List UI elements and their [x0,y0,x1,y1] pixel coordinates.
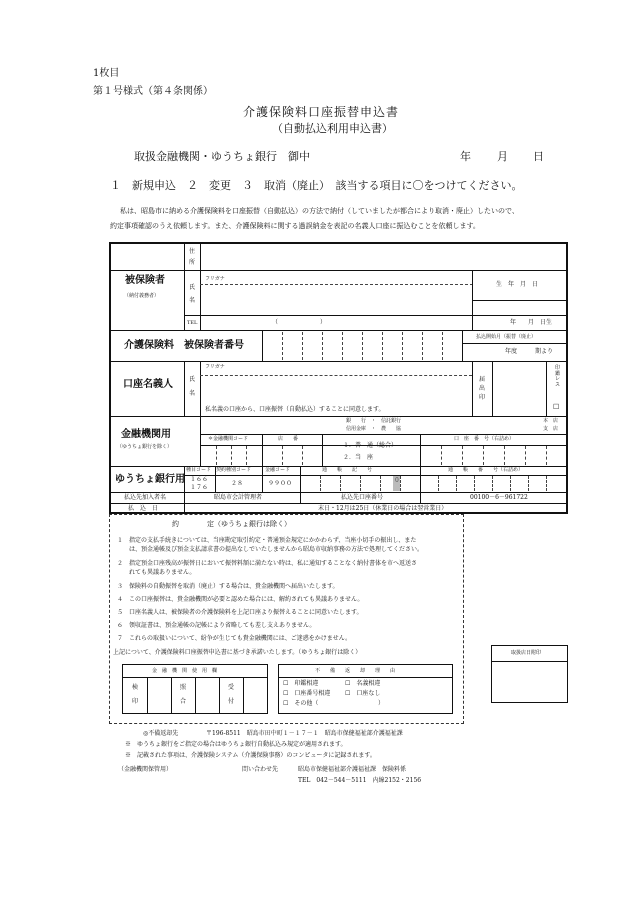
account-holder-label: 口座名義人 [123,379,173,390]
return-label: ◎不備返却先 [143,730,179,737]
yucho-kigo-field[interactable] [301,476,419,491]
date-month: 月 [497,150,508,163]
term-7: ７ これらの取扱いについて、紛争が生じても貴金融機関には、ご迷惑をかけません。 [117,635,352,642]
intro-line-1: 私は、昭島市に納める介護保険料を口座振替（自動払込）の方法で納付（していましたが都合により取消・廃止）したいので、 [120,207,519,215]
terms-heading: 約 定（ゆうちょ銀行は除く） [172,520,291,528]
yucho-mark-value: 0 [395,477,399,484]
store-number-label: 店 番 [278,436,299,442]
page-subtitle: （自動払込利用申込書） [272,122,393,135]
tel-field[interactable] [201,316,471,329]
note-1: ※ ゆうちょ銀行をご指定の場合はゆうちょ銀行自動払込み規定が適用されます。 [125,741,347,748]
honten-label: 本 店 [543,418,559,424]
sheet-count: 1枚目 [93,68,120,79]
holder-furigana-label: フリガナ [205,364,225,370]
defect-reason-1[interactable]: ☐ 印鑑相違 [283,680,319,687]
defect-reason-2[interactable]: ☐ 口座番号相違 [283,690,331,697]
account-number-label: 口 座 番 号（右詰め） [454,436,515,442]
defect-reason-4[interactable]: ☐ 名義相違 [345,680,381,687]
bank-types-1: 銀 行 ・ 信託銀行 [346,418,402,424]
uke-label-2: 付 [228,698,235,705]
note-2: ※ 記載された事項は、介護保険システム（介護保険事務）のコンピュータに記録されます。 [125,752,376,759]
ken-stamp-field[interactable] [148,678,170,713]
holder-name-label-1: 氏 [189,376,196,383]
term-2a: ２ 指定預金口座残高が振替日において振替料額に満たない時は、私に通知することなく納付書体を市へ返送さ [117,560,418,567]
yucho-col-bango: 通 帳 番 号（右詰め） [448,467,524,473]
uke-label-1: 受 [228,684,235,691]
payment-date-value: 末日・12月は25日（休業日の場合は翌営業日） [318,505,448,512]
sho-label-1: 照 [180,684,187,691]
address-label-1: 住 [189,248,196,255]
store-number-field[interactable] [263,446,321,465]
yucho-kamoku-2: １７６ [190,484,209,491]
sho-stamp-field[interactable] [196,678,218,713]
option-line: １ 新規申込 ２ 変更 ３ 取消（廃止） 該当する項目に〇をつけてください。 [110,179,523,192]
branch-name-field[interactable] [430,417,530,433]
defect-reason-5[interactable]: ☐ 口座なし [345,690,381,697]
account-kind-2[interactable]: ２．当 座 [343,454,374,461]
intro-line-2: 約定事項確認のうえ依頼します。また、介護保険料に関する過誤納金を表記の名義人口座に振込むことを依頼します。 [110,222,480,230]
yucho-col-kigo: 通 帳 記 号 [322,467,373,473]
kaigo-label: 介護保険料 被保険者番号 [124,340,244,351]
terms-closing: 上記について、介護保険料口座振替申込書に基づき承諾いたします。（ゆうちょ銀行は除く） [113,649,362,656]
tel-paren: （ ） [272,319,327,326]
term-3: ３ 保険料の自動振替を取消（廃止）する場合は、貴金融機関へ届出いたします。 [117,583,339,590]
bank-sublabel: （ゆうちょ銀行を除く） [117,444,173,450]
insured-name-field[interactable] [201,286,471,314]
yucho-col-keiyaku: 契約種別コード [216,467,252,473]
consent-text: 私名義の口座から、口座振替（自動払込）することに同意します。 [205,406,385,413]
shiten-label: 支 店 [543,426,559,432]
birth-date-field[interactable] [473,301,566,329]
insured-sublabel: （納付義務者） [124,293,160,299]
account-kind-1[interactable]: １．普 通（総合） [343,442,398,449]
yucho-label: ゆうちょ銀行用 [115,474,185,485]
contact-label: 問い合わせ先 [242,766,279,773]
addressee: 取扱金融機関・ゆうちょ銀行 御中 [134,150,310,163]
page-title: 介護保険料口座振替申込書 [243,105,400,119]
insured-label: 被保険者 [125,275,165,286]
payee-name-value: 昭島市会計管理者 [214,494,263,501]
name-label-1: 氏 [189,284,196,291]
todokede-label-2: 出 [479,385,486,392]
account-number-field[interactable] [421,446,566,465]
yucho-keiyaku-value: ２８ [231,480,244,487]
todokede-label-3: 印 [479,394,486,401]
bank-keep-label: （金融機関保管用） [118,766,173,773]
yucho-bango-field[interactable] [421,476,566,491]
return-address: 〒196-8511 昭島市田中町１－１７－１ 昭島市保健福祉部介護福祉課 [206,730,403,737]
sho-label-2: 合 [180,698,187,705]
payee-account-label: 払込先口座番号 [341,494,384,501]
inkan-less-checkbox[interactable]: ☐ [553,403,560,411]
stamp-title: 取扱店日附印 [511,650,542,656]
defects-title: 不 備 返 却 理 由 [315,668,396,674]
start-month-label: 払込開始月（振替（廃止） [476,334,537,340]
contact-dept: 昭島市保健福祉部介護福祉課 保険料係 [298,766,407,773]
name-label-2: 名 [189,297,196,304]
holder-name-label-2: 名 [189,390,196,397]
start-month-value[interactable]: 年度 期より [505,348,554,355]
defect-reason-close: ） [378,700,385,707]
payee-account-value: 00100－6－961722 [470,494,528,501]
todokede-label-1: 届 [479,376,486,383]
contact-tel: TEL 042－544－5111 内線2152・2156 [298,777,422,784]
term-2b: れても異議ありません。 [117,569,196,576]
yucho-col-kinyu: 金融コード [265,467,291,473]
insured-furigana-label: フリガナ [205,276,225,282]
yucho-col-kamoku: 種目コード [186,467,212,473]
payment-date-label: 払 込 日 [128,505,159,512]
yucho-kinyu-value: ９９００ [268,480,293,487]
term-1a: １ 指定の支払手続きについては、当座勘定取引約定・普通預金規定にかかわらず、当座小切手の振出し、また [117,537,417,544]
bank-code-label: ＊金融機関コード [208,436,249,442]
bank-types-2: 信用金庫 ・ 農 協 [346,426,402,432]
seal-area[interactable] [493,362,545,415]
bank-name-field[interactable] [201,417,341,433]
term-1b: は、預金通帳及び預金支払請求書の提出なしでいたしませんから昭島市収納事務の方法で処理してください。 [117,546,424,553]
date-day: 日 [533,150,544,163]
term-4: ４ この口座振替は、貴金融機関が必要と認めた場合には、解約されても異議ありません。 [117,596,364,603]
uke-stamp-field[interactable] [244,678,266,713]
bank-use-title: 金 融 機 関 使 用 欄 [152,668,218,674]
term-5: ５ 口座名義人は、被保険者の介護保険料を上記口座より振替えることに同意いたします。 [117,609,363,616]
ken-label-1: 検 [132,684,139,691]
tel-label: TEL [187,320,198,326]
insured-number-field[interactable] [263,331,461,360]
yucho-kamoku-1: １６６ [190,476,209,483]
inkan-less-label: 印鑑レス [555,365,561,388]
address-field[interactable] [201,244,566,269]
defect-reason-3[interactable]: ☐ その他（ [283,700,319,707]
ken-label-2: 印 [132,698,139,705]
date-year: 年 [460,150,471,163]
bank-code-field[interactable] [201,446,261,465]
holder-name-field[interactable] [201,377,471,403]
address-label-2: 所 [189,259,196,266]
term-6: ６ 領収証書は、預金通帳の記帳により省略しても差し支えありません。 [117,622,316,629]
birth-suffix: 年 月 日生 [510,319,553,326]
birth-label: 生 年 月 日 [496,281,539,288]
form-number: 第１号様式（第４条関係） [93,86,213,97]
bank-label: 金融機関用 [121,429,171,440]
payee-name-label: 払込先加入者名 [124,494,167,501]
